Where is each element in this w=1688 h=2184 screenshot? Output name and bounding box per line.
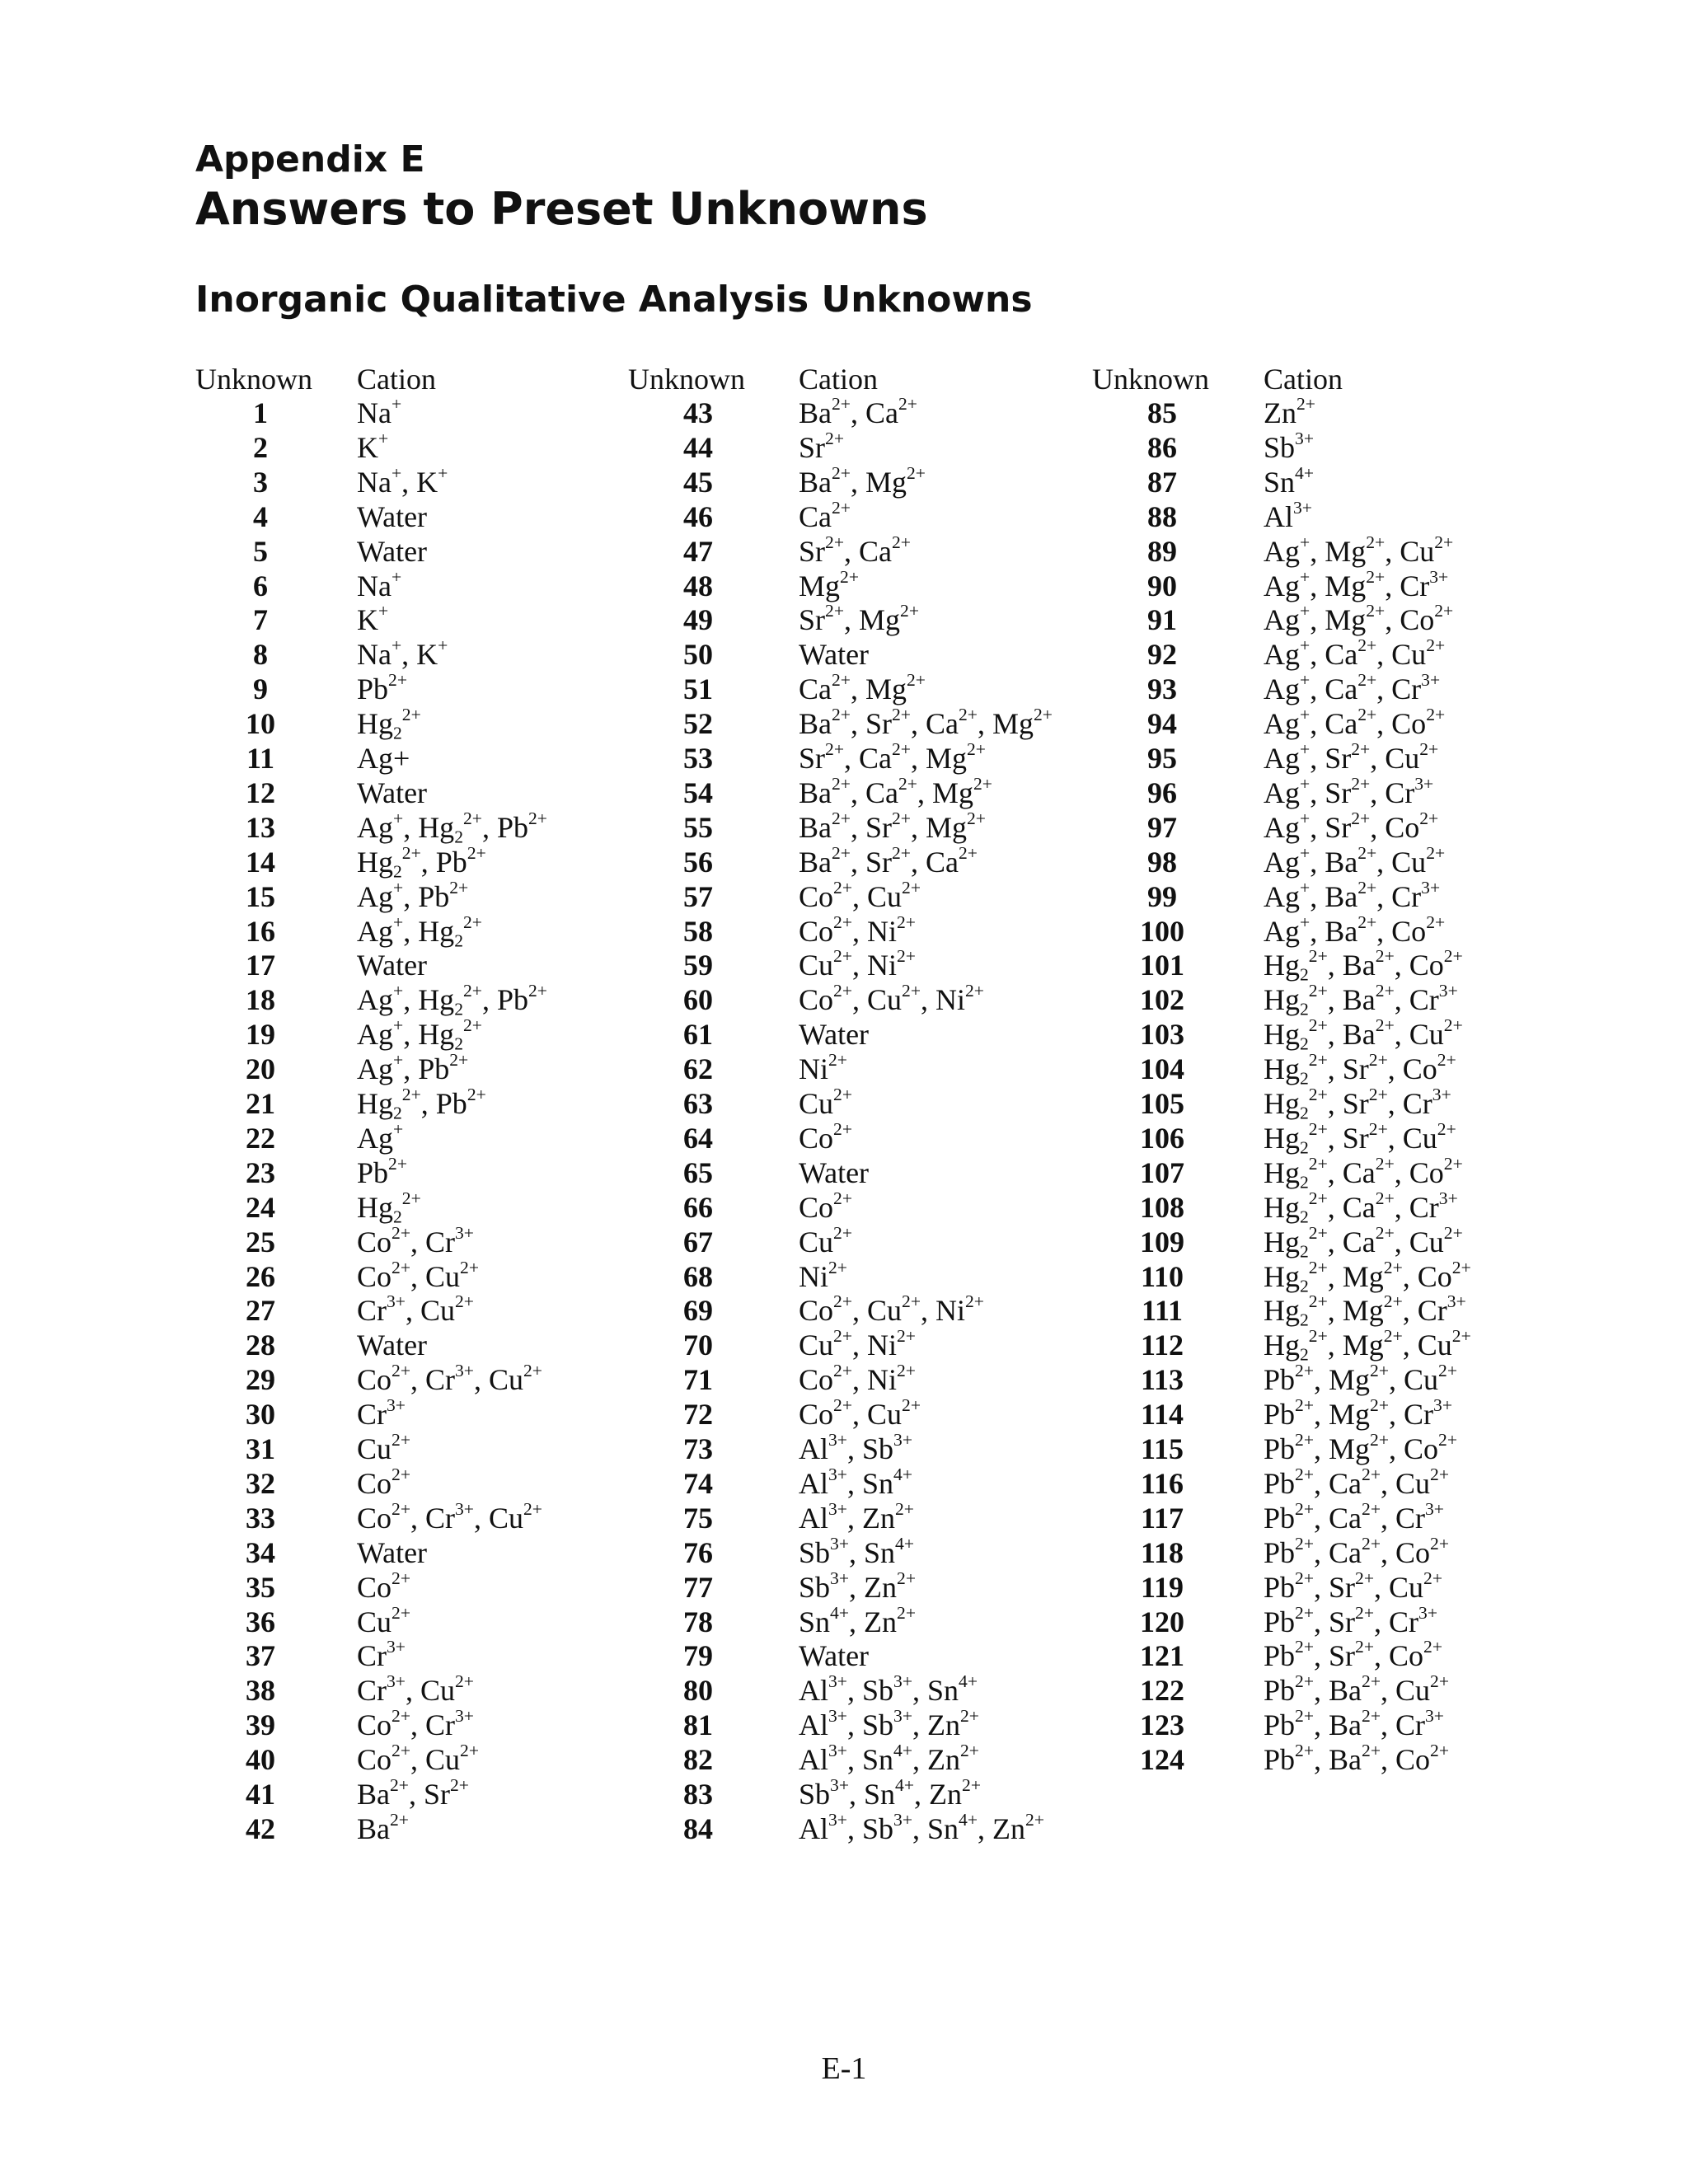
unknown-number: 49 — [683, 603, 713, 637]
unknown-number: 18 — [246, 983, 275, 1017]
cation-list: $Hg_2^{2+}$, $Mg^{2+}$, $Co^{2+}$ — [1264, 1257, 1471, 1296]
unknown-number: 40 — [246, 1743, 275, 1777]
cation-list: $Ba^{2+}$, $Ca^{2+}$ — [799, 393, 917, 429]
unknown-number: 120 — [1140, 1605, 1184, 1638]
unknown-number: 75 — [683, 1501, 713, 1535]
unknown-number: 108 — [1140, 1190, 1184, 1224]
cation-list: $Hg_2^{2+}$, $Pb^{2+}$ — [357, 842, 486, 882]
cation-list: $Pb^{2+}$, $Sr^{2+}$, $Cr^{3+}$ — [1264, 1602, 1437, 1638]
unknown-number: 107 — [1140, 1155, 1184, 1189]
cation-list: Na+ — [357, 393, 402, 429]
column-2-unknown-header: Unknown — [628, 363, 745, 396]
unknown-number: 65 — [683, 1155, 713, 1189]
cation-list: $Co^{2+}$ — [799, 1118, 852, 1155]
unknown-number: 104 — [1140, 1052, 1184, 1086]
cation-list: Ag+, $Hg_2^{2+}$, $Pb^{2+}$ — [357, 981, 547, 1019]
cation-list: Ag+, $Pb^{2+}$ — [357, 877, 469, 913]
cation-list: $Cu^{2+}$, $Ni^{2+}$ — [799, 1326, 916, 1362]
cation-list: $Hg_2^{2+}$, $Mg^{2+}$, $Cr^{3+}$ — [1264, 1291, 1466, 1330]
cation-list: Ag+, $Ca^{2+}$, $Co^{2+}$ — [1264, 704, 1446, 741]
unknown-number: 22 — [246, 1121, 275, 1155]
unknown-number: 70 — [683, 1329, 713, 1362]
unknown-number: 109 — [1140, 1225, 1184, 1258]
cation-list: $Cu^{2+}$ — [799, 1084, 852, 1120]
cation-list: $Hg_2^{2+}$, $Ba^{2+}$, $Cu^{2+}$ — [1264, 1015, 1463, 1054]
cation-list: $Mg^{2+}$ — [799, 566, 859, 602]
cation-list: $Co^{2+}$, $Ni^{2+}$ — [799, 912, 916, 948]
cation-list: $Sb^{3+}$, $Zn^{2+}$ — [799, 1568, 916, 1604]
cation-list: $Pb^{2+}$, $Mg^{2+}$, $Cu^{2+}$ — [1264, 1361, 1458, 1397]
cation-list: $Zn^{2+}$ — [1264, 393, 1315, 429]
column-1-cation-header: Cation — [357, 363, 436, 396]
unknown-number: 54 — [683, 776, 713, 809]
cation-list: $Ba^{2+}$ — [357, 1809, 409, 1845]
cation-list: $Ba^{2+}$, $Ca^{2+}$, $Mg^{2+}$ — [799, 773, 992, 809]
unknown-number: 87 — [1147, 465, 1177, 499]
cation-list: $Co^{2+}$, $Cu^{2+}$ — [799, 1394, 921, 1432]
unknown-number: 124 — [1140, 1743, 1184, 1777]
unknown-number: 43 — [683, 396, 713, 429]
cation-list: $Hg_2^{2+}$, $Sr^{2+}$, $Co^{2+}$ — [1264, 1049, 1456, 1089]
cation-list: $Sn^{4+}$, $Zn^{2+}$ — [799, 1602, 916, 1638]
cation-list: Water — [799, 638, 870, 672]
unknown-number: 89 — [1147, 534, 1177, 568]
cation-list: $Ni^{2+}$ — [799, 1257, 847, 1293]
unknown-number: 41 — [246, 1778, 275, 1811]
unknown-number: 39 — [246, 1708, 275, 1742]
unknown-number: 38 — [246, 1674, 275, 1708]
unknown-number: 99 — [1147, 879, 1177, 913]
unknown-number: 115 — [1140, 1432, 1184, 1465]
unknown-number: 52 — [683, 707, 713, 741]
unknown-number: 100 — [1140, 914, 1184, 948]
cation-list: Ag+, $Ca^{2+}$, $Cr^{3+}$ — [1264, 670, 1441, 706]
cation-list: $Sb^{3+}$ — [1264, 428, 1315, 464]
cation-list: $Sn^{4+}$ — [1264, 462, 1315, 499]
cation-list: $Ni^{2+}$ — [799, 1049, 847, 1086]
page-title: Answers to Preset Unknowns — [195, 183, 928, 235]
cation-list: $Hg_2^{2+}$, $Ba^{2+}$, $Co^{2+}$ — [1264, 946, 1463, 985]
cation-list: $Ba^{2+}$, $Sr^{2+}$, $Ca^{2+}$, $Mg^{2+}$ — [799, 704, 1053, 741]
unknown-number: 31 — [246, 1432, 275, 1465]
cation-list: Ag+, $Hg_2^{2+}$ — [357, 912, 482, 950]
unknown-number: 123 — [1140, 1708, 1184, 1742]
unknown-number: 33 — [246, 1501, 275, 1535]
unknown-number: 58 — [683, 914, 713, 948]
cation-list: Na+ — [357, 566, 402, 602]
cation-list: $Al^{3+}$, $Sn^{4+}$ — [799, 1464, 912, 1500]
unknown-number: 76 — [683, 1535, 713, 1569]
unknown-number: 91 — [1147, 603, 1177, 637]
unknown-number: 92 — [1147, 638, 1177, 672]
unknown-number: 23 — [246, 1155, 275, 1189]
unknown-number: 114 — [1140, 1398, 1184, 1432]
unknown-number: 61 — [683, 1018, 713, 1052]
cation-list: Ag+, $Mg^{2+}$, $Co^{2+}$ — [1264, 601, 1454, 637]
unknown-number: 53 — [683, 742, 713, 775]
unknown-number: 9 — [253, 673, 268, 706]
cation-list: $Pb^{2+}$, $Ba^{2+}$, $Co^{2+}$ — [1264, 1740, 1449, 1777]
cation-list: $Co^{2+}$, $Cu^{2+}$ — [357, 1740, 479, 1777]
cation-list: $Sr^{2+}$, $Ca^{2+}$ — [799, 532, 911, 568]
unknown-number: 36 — [246, 1605, 275, 1638]
unknown-number: 27 — [246, 1294, 275, 1328]
unknown-number: 1 — [253, 396, 268, 429]
cation-list: K+ — [357, 601, 389, 637]
unknown-number: 68 — [683, 1259, 713, 1293]
cation-list: $Cu^{2+}$ — [357, 1602, 410, 1638]
unknown-number: 47 — [683, 534, 713, 568]
unknown-number: 62 — [683, 1052, 713, 1086]
cation-list: K+ — [357, 428, 389, 464]
unknown-number: 98 — [1147, 845, 1177, 879]
cation-list: Ag+, $Sr^{2+}$, $Co^{2+}$ — [1264, 808, 1439, 844]
unknown-number: 113 — [1140, 1363, 1184, 1397]
cation-list: $Sb^{3+}$, $Sn^{4+}$ — [799, 1533, 915, 1569]
unknown-number: 69 — [683, 1294, 713, 1328]
unknown-number: 97 — [1147, 810, 1177, 844]
cation-list: $Al^{3+}$, $Zn^{2+}$ — [799, 1498, 914, 1535]
cation-list: $Hg_2^{2+}$, $Ca^{2+}$, $Co^{2+}$ — [1264, 1153, 1463, 1193]
unknown-number: 57 — [683, 879, 713, 913]
unknown-number: 10 — [246, 707, 275, 741]
cation-list: $Pb^{2+}$, $Ba^{2+}$, $Cu^{2+}$ — [1264, 1671, 1449, 1708]
unknown-number: 30 — [246, 1398, 275, 1432]
unknown-number: 15 — [246, 879, 275, 913]
unknown-number: 84 — [683, 1811, 713, 1845]
column-3-unknown-header: Unknown — [1092, 363, 1209, 396]
cation-list: Ag+, $Pb^{2+}$ — [357, 1049, 469, 1086]
cation-list: $Al^{3+}$ — [1264, 497, 1312, 533]
unknown-number: 21 — [246, 1087, 275, 1120]
cation-list: $Hg_2^{2+}$, $Ca^{2+}$, $Cu^{2+}$ — [1264, 1222, 1463, 1262]
unknown-number: 119 — [1140, 1570, 1184, 1604]
unknown-number: 88 — [1147, 499, 1177, 533]
unknown-number: 66 — [683, 1190, 713, 1224]
cation-list: $Ca^{2+}$, $Mg^{2+}$ — [799, 670, 926, 706]
unknown-number: 50 — [683, 638, 713, 672]
cation-list: Ag+, $Sr^{2+}$, $Cu^{2+}$ — [1264, 738, 1439, 775]
unknown-number: 59 — [683, 949, 713, 982]
unknown-number: 96 — [1147, 776, 1177, 809]
cation-list: Water — [357, 499, 428, 533]
unknown-number: 28 — [246, 1329, 275, 1362]
cation-list: Water — [799, 1018, 870, 1052]
unknown-number: 93 — [1147, 673, 1177, 706]
cation-list: $Al^{3+}$, $Sb^{3+}$, $Sn^{4+}$ — [799, 1671, 978, 1708]
unknown-number: 81 — [683, 1708, 713, 1742]
unknown-number: 102 — [1140, 983, 1184, 1017]
unknown-number: 118 — [1140, 1535, 1184, 1569]
cation-list: Ag+, $Mg^{2+}$, $Cr^{3+}$ — [1264, 566, 1449, 602]
unknown-number: 71 — [683, 1363, 713, 1397]
unknown-number: 51 — [683, 673, 713, 706]
cation-list: $Ba^{2+}$, $Mg^{2+}$ — [799, 462, 926, 499]
unknown-number: 25 — [246, 1225, 275, 1258]
cation-list: $Hg_2^{2+}$, $Sr^{2+}$, $Cr^{3+}$ — [1264, 1084, 1451, 1123]
unknown-number: 4 — [253, 499, 268, 533]
cation-list: Water — [799, 1639, 870, 1673]
unknown-number: 48 — [683, 569, 713, 602]
cation-list: $Hg_2^{2+}$, $Mg^{2+}$, $Cu^{2+}$ — [1264, 1326, 1471, 1365]
unknown-number: 46 — [683, 499, 713, 533]
unknown-number: 73 — [683, 1432, 713, 1465]
cation-list: Water — [357, 1329, 428, 1362]
unknown-number: 55 — [683, 810, 713, 844]
cation-list: Ag+ — [357, 742, 410, 775]
cation-list: Ag+, $Ca^{2+}$, $Cu^{2+}$ — [1264, 635, 1446, 672]
unknown-number: 11 — [246, 742, 274, 775]
cation-list: $Ba^{2+}$, $Sr^{2+}$, $Mg^{2+}$ — [799, 808, 986, 844]
cation-list: $Pb^{2+}$, $Ca^{2+}$, $Cr^{3+}$ — [1264, 1498, 1444, 1535]
cation-list: Ag+, $Hg_2^{2+}$, $Pb^{2+}$ — [357, 808, 547, 847]
cation-list: Water — [357, 534, 428, 568]
cation-list: $Hg_2^{2+}$, $Sr^{2+}$, $Cu^{2+}$ — [1264, 1118, 1456, 1158]
unknown-number: 63 — [683, 1087, 713, 1120]
unknown-number: 72 — [683, 1398, 713, 1432]
unknown-number: 122 — [1140, 1674, 1184, 1708]
unknown-number: 116 — [1140, 1466, 1184, 1500]
cation-list: $Co^{2+}$, $Ni^{2+}$ — [799, 1361, 916, 1397]
unknown-number: 24 — [246, 1190, 275, 1224]
cation-list: $Al^{3+}$, $Sb^{3+}$, $Sn^{4+}$, $Zn^{2+}$ — [799, 1809, 1044, 1845]
cation-list: $Sr^{2+}$, $Ca^{2+}$, $Mg^{2+}$ — [799, 738, 986, 775]
cation-list: $Cr^{3+}$ — [357, 1394, 406, 1432]
cation-list: $Sr^{2+}$, $Mg^{2+}$ — [799, 601, 919, 637]
cation-list: $Cr^{3+}$ — [357, 1637, 406, 1673]
unknown-number: 86 — [1147, 430, 1177, 464]
cation-list: Na+, K+ — [357, 462, 448, 499]
unknown-number: 95 — [1147, 742, 1177, 775]
cation-list: $Hg_2^{2+}$ — [357, 1188, 421, 1227]
unknown-number: 19 — [246, 1018, 275, 1052]
unknown-number: 90 — [1147, 569, 1177, 602]
cation-list: $Ca^{2+}$ — [799, 497, 851, 533]
cation-list: $Co^{2+}$, $Cu^{2+}$, $Ni^{2+}$ — [799, 1291, 984, 1328]
cation-list: $Ba^{2+}$, $Sr^{2+}$, $Ca^{2+}$ — [799, 842, 978, 879]
unknown-number: 112 — [1140, 1329, 1184, 1362]
cation-list: $Hg_2^{2+}$, $Pb^{2+}$ — [357, 1084, 486, 1123]
cation-list: $Sb^{3+}$, $Sn^{4+}$, $Zn^{2+}$ — [799, 1774, 982, 1811]
cation-list: $Pb^{2+}$ — [357, 1153, 408, 1189]
cation-list: Ag+, $Ba^{2+}$, $Cr^{3+}$ — [1264, 877, 1441, 913]
cation-list: $Co^{2+}$, $Cu^{2+}$ — [357, 1257, 479, 1293]
appendix-label: Appendix E — [195, 138, 425, 180]
unknown-number: 16 — [246, 914, 275, 948]
cation-list: Water — [357, 949, 428, 982]
unknown-number: 42 — [246, 1811, 275, 1845]
cation-list: Ag+, $Hg_2^{2+}$ — [357, 1015, 482, 1054]
cation-list: $Al^{3+}$, $Sb^{3+}$, $Zn^{2+}$ — [799, 1706, 979, 1742]
cation-list: $Pb^{2+}$, $Sr^{2+}$, $Cu^{2+}$ — [1264, 1568, 1443, 1604]
unknown-number: 56 — [683, 845, 713, 879]
column-3-cation-header: Cation — [1264, 363, 1343, 396]
unknown-number: 94 — [1147, 707, 1177, 741]
column-1-unknown-header: Unknown — [195, 363, 312, 396]
unknown-number: 85 — [1147, 396, 1177, 429]
cation-list: Ag+, $Ba^{2+}$, $Cu^{2+}$ — [1264, 842, 1446, 879]
unknown-number: 32 — [246, 1466, 275, 1500]
unknown-number: 121 — [1140, 1639, 1184, 1673]
cation-list: $Cu^{2+}$ — [357, 1429, 410, 1465]
cation-list: $Sr^{2+}$ — [799, 428, 844, 464]
unknown-number: 74 — [683, 1466, 713, 1500]
unknown-number: 6 — [253, 569, 268, 602]
cation-list: $Pb^{2+}$, $Ba^{2+}$, $Cr^{3+}$ — [1264, 1706, 1444, 1742]
unknown-number: 117 — [1140, 1501, 1184, 1535]
unknown-number: 8 — [253, 638, 268, 672]
unknown-number: 105 — [1140, 1087, 1184, 1120]
unknown-number: 3 — [253, 465, 268, 499]
unknown-number: 64 — [683, 1121, 713, 1155]
unknown-number: 83 — [683, 1778, 713, 1811]
unknown-number: 5 — [253, 534, 268, 568]
unknown-number: 37 — [246, 1639, 275, 1673]
cation-list: $Cu^{2+}$, $Ni^{2+}$ — [799, 946, 916, 982]
unknown-number: 101 — [1140, 949, 1184, 982]
column-2-cation-header: Cation — [799, 363, 878, 396]
cation-list: $Co^{2+}$, $Cu^{2+}$, $Ni^{2+}$ — [799, 981, 984, 1017]
unknown-number: 103 — [1140, 1018, 1184, 1052]
cation-list: Ag+ — [357, 1118, 404, 1155]
cation-list: $Al^{3+}$, $Sn^{4+}$, $Zn^{2+}$ — [799, 1740, 979, 1777]
unknown-number: 67 — [683, 1225, 713, 1258]
unknown-number: 79 — [683, 1639, 713, 1673]
cation-list: $Pb^{2+}$, $Ca^{2+}$, $Co^{2+}$ — [1264, 1533, 1449, 1569]
unknown-number: 106 — [1140, 1121, 1184, 1155]
section-title: Inorganic Qualitative Analysis Unknowns — [195, 279, 1033, 321]
unknown-number: 17 — [246, 949, 275, 982]
cation-list: $Hg_2^{2+}$ — [357, 704, 421, 743]
unknown-number: 82 — [683, 1743, 713, 1777]
cation-list: $Hg_2^{2+}$, $Ba^{2+}$, $Cr^{3+}$ — [1264, 981, 1458, 1019]
unknown-number: 78 — [683, 1605, 713, 1638]
cation-list: Water — [357, 1535, 428, 1569]
unknown-number: 12 — [246, 776, 275, 809]
cation-list: Ag+, $Sr^{2+}$, $Cr^{3+}$ — [1264, 773, 1434, 809]
unknown-number: 111 — [1141, 1294, 1184, 1328]
unknown-number: 80 — [683, 1674, 713, 1708]
cation-list: $Co^{2+}$, $Cr^{3+}$ — [357, 1222, 474, 1258]
cation-list: $Pb^{2+}$, $Mg^{2+}$, $Co^{2+}$ — [1264, 1429, 1458, 1465]
cation-list: Water — [799, 1155, 870, 1189]
cation-list: $Cr^{3+}$, $Cu^{2+}$ — [357, 1671, 474, 1708]
unknown-number: 7 — [253, 603, 268, 637]
cation-list: $Co^{2+}$ — [799, 1188, 852, 1224]
unknown-number: 14 — [246, 845, 275, 879]
unknown-number: 110 — [1140, 1259, 1184, 1293]
cation-list: $Cu^{2+}$ — [799, 1222, 852, 1258]
unknown-number: 45 — [683, 465, 713, 499]
cation-list: $Hg_2^{2+}$, $Ca^{2+}$, $Cr^{3+}$ — [1264, 1188, 1458, 1227]
unknown-number: 26 — [246, 1259, 275, 1293]
cation-list: $Co^{2+}$, $Cr^{3+}$ — [357, 1706, 474, 1742]
unknown-number: 60 — [683, 983, 713, 1017]
cation-list: $Pb^{2+}$, $Sr^{2+}$, $Co^{2+}$ — [1264, 1637, 1443, 1673]
cation-list: Ag+, $Ba^{2+}$, $Co^{2+}$ — [1264, 912, 1446, 948]
cation-list: Water — [357, 776, 428, 809]
unknown-number: 20 — [246, 1052, 275, 1086]
unknown-number: 34 — [246, 1535, 275, 1569]
cation-list: $Pb^{2+}$ — [357, 670, 408, 706]
cation-list: $Co^{2+}$, $Cr^{3+}$, $Cu^{2+}$ — [357, 1498, 542, 1535]
cation-list: Na+, K+ — [357, 635, 448, 672]
page-number: E-1 — [821, 2051, 867, 2086]
cation-list: Ag+, $Mg^{2+}$, $Cu^{2+}$ — [1264, 532, 1454, 568]
unknown-number: 44 — [683, 430, 713, 464]
cation-list: $Co^{2+}$, $Cr^{3+}$, $Cu^{2+}$ — [357, 1361, 542, 1397]
unknown-number: 2 — [253, 430, 268, 464]
cation-list: $Co^{2+}$ — [357, 1464, 410, 1500]
unknown-number: 13 — [246, 810, 275, 844]
cation-list: $Co^{2+}$ — [357, 1568, 410, 1604]
cation-list: $Co^{2+}$, $Cu^{2+}$ — [799, 877, 921, 913]
cation-list: $Pb^{2+}$, $Mg^{2+}$, $Cr^{3+}$ — [1264, 1394, 1452, 1432]
unknown-number: 35 — [246, 1570, 275, 1604]
cation-list: $Pb^{2+}$, $Ca^{2+}$, $Cu^{2+}$ — [1264, 1464, 1449, 1500]
unknown-number: 29 — [246, 1363, 275, 1397]
cation-list: $Al^{3+}$, $Sb^{3+}$ — [799, 1429, 912, 1465]
unknown-number: 77 — [683, 1570, 713, 1604]
cation-list: $Ba^{2+}$, $Sr^{2+}$ — [357, 1774, 469, 1811]
cation-list: $Cr^{3+}$, $Cu^{2+}$ — [357, 1291, 474, 1328]
